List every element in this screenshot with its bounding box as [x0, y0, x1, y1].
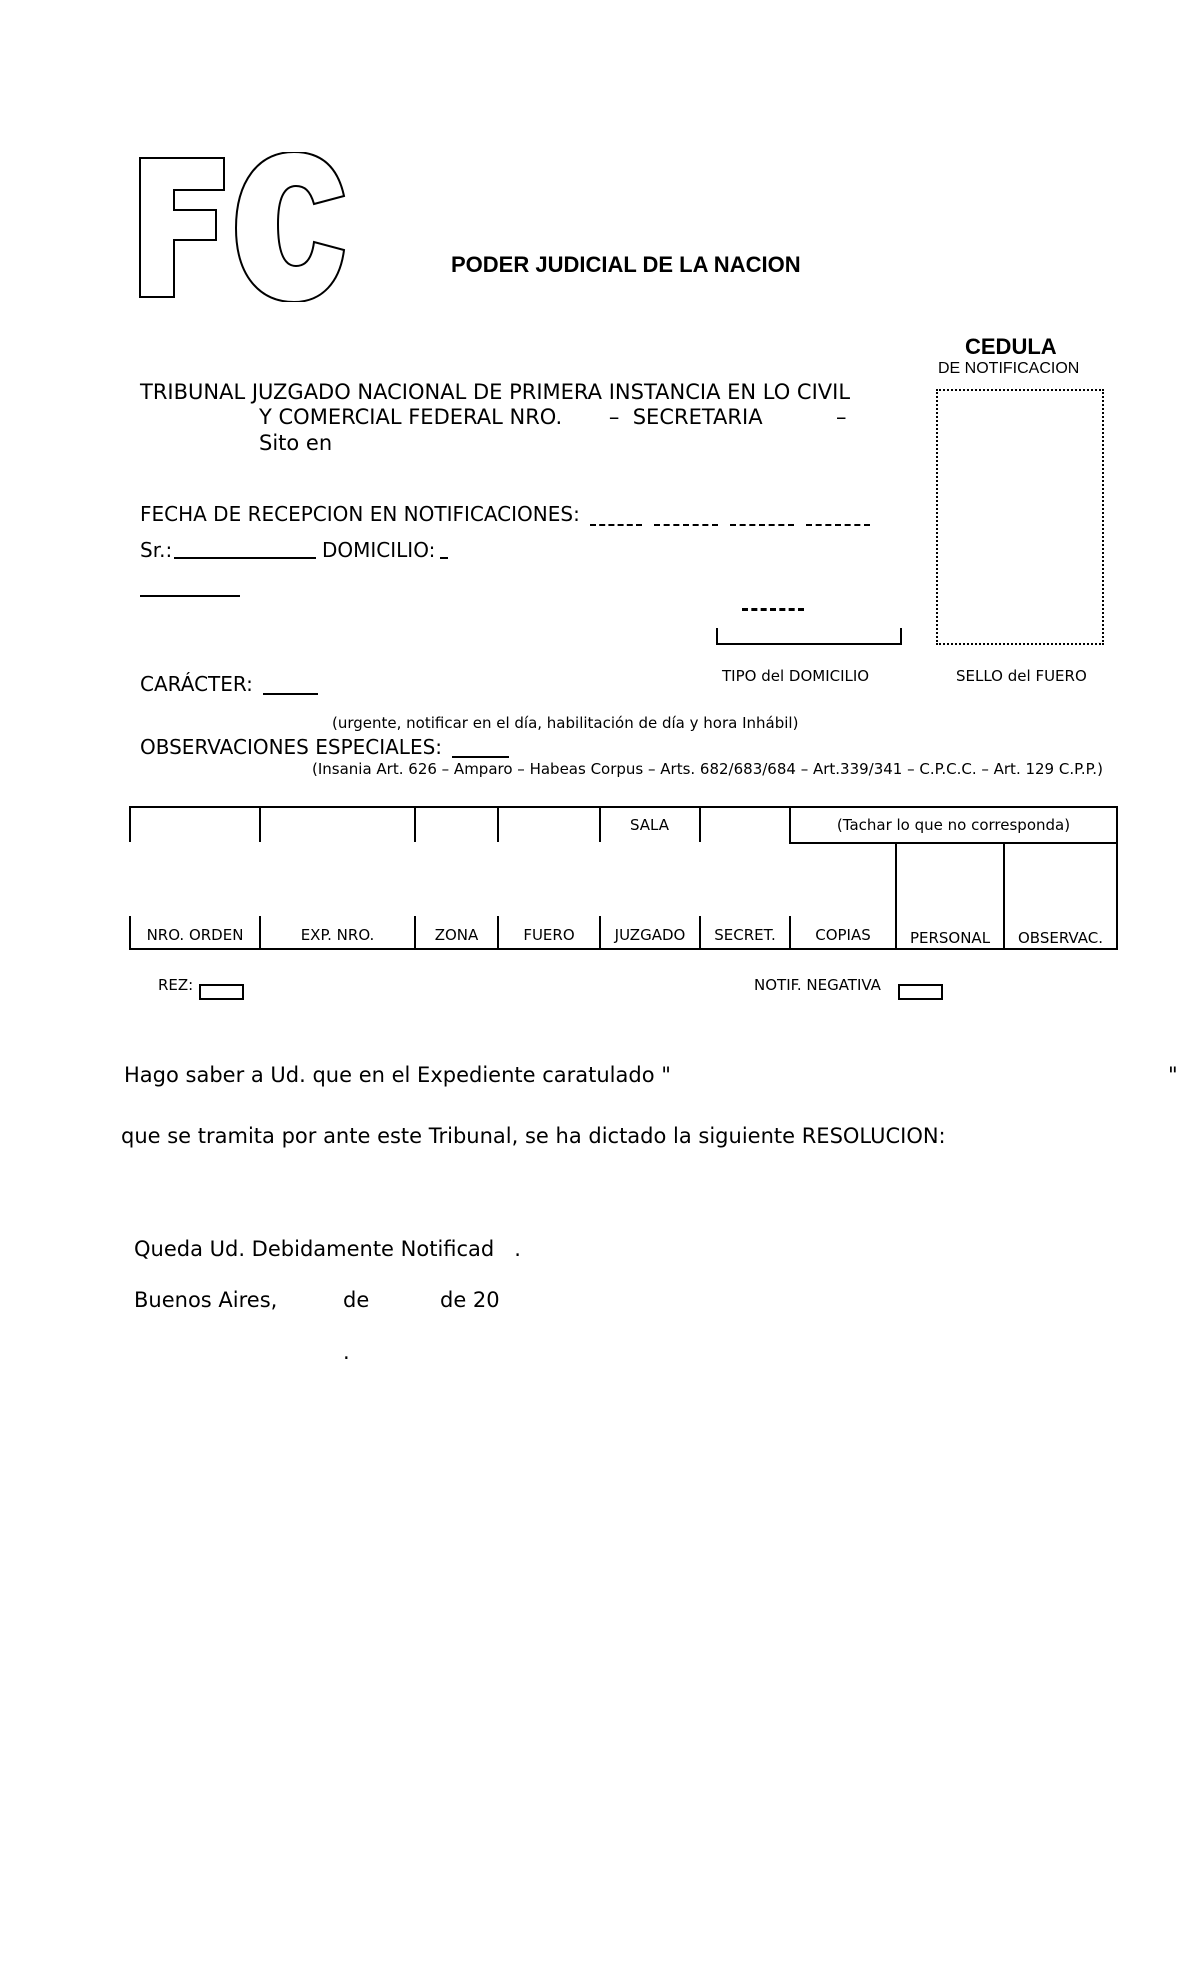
- closing-quote: ": [1168, 1063, 1178, 1087]
- col-zona: ZONA: [434, 926, 479, 944]
- fecha-blanks[interactable]: [590, 508, 880, 524]
- observaciones-label: OBSERVACIONES ESPECIALES:: [140, 735, 443, 759]
- urgente-note: (urgente, notificar en el día, habilitación de día y hora Inhábil): [332, 714, 799, 732]
- tachar-note: (Tachar lo que no corresponda): [836, 816, 1071, 834]
- de-20-text: de 20: [440, 1288, 500, 1312]
- sr-label: Sr.:: [140, 538, 173, 562]
- col-juzgado: JUZGADO: [614, 926, 686, 944]
- sello-fuero-label: SELLO del FUERO: [956, 667, 1087, 685]
- domicilio-field[interactable]: [440, 557, 448, 559]
- col-copias: COPIAS: [815, 926, 871, 944]
- page-title: PODER JUDICIAL DE LA NACION: [451, 252, 801, 277]
- de-text-1: de: [343, 1288, 370, 1312]
- queda-notificado-text: Queda Ud. Debidamente Notificad .: [134, 1237, 521, 1261]
- domicilio-label: DOMICILIO:: [322, 538, 436, 562]
- tribunal-line-2: Y COMERCIAL FEDERAL NRO. – SECRETARIA –: [259, 405, 847, 429]
- col-secret: SECRET.: [714, 926, 776, 944]
- rez-checkbox[interactable]: [199, 984, 244, 1000]
- rez-label: REZ:: [158, 976, 194, 994]
- insania-note: (Insania Art. 626 – Amparo – Habeas Corpus – Arts. 682/683/684 – Art.339/341 – C.P.C.C. – Art. 129 C.P.P.): [312, 760, 1103, 778]
- caracter-label: CARÁCTER:: [140, 672, 253, 696]
- domicilio-field-continued[interactable]: [140, 595, 240, 597]
- cedula-subtitle: DE NOTIFICACION: [938, 360, 1080, 377]
- tipo-domicilio-label: TIPO del DOMICILIO: [722, 667, 870, 685]
- notif-negativa-checkbox[interactable]: [898, 984, 943, 1000]
- fc-logo: [138, 152, 348, 302]
- tribunal-line-1: TRIBUNAL JUZGADO NACIONAL DE PRIMERA INSTANCIA EN LO CIVIL: [140, 380, 851, 404]
- col-nro-orden: NRO. ORDEN: [146, 926, 244, 944]
- col-personal: PERSONAL: [909, 929, 991, 947]
- observaciones-field[interactable]: [452, 756, 509, 758]
- sr-field[interactable]: [174, 557, 316, 559]
- tramita-text: que se tramita por ante este Tribunal, se ha dictado la siguiente RESOLUCION:: [121, 1124, 946, 1148]
- cedula-title: CEDULA: [965, 334, 1057, 359]
- hago-saber-text: Hago saber a Ud. que en el Expediente caratulado ": [124, 1063, 671, 1087]
- sello-box: [936, 389, 1104, 645]
- buenos-aires-text: Buenos Aires,: [134, 1288, 278, 1312]
- notif-negativa-label: NOTIF. NEGATIVA: [754, 976, 881, 994]
- sala-label: SALA: [629, 816, 670, 834]
- closing-dot: .: [343, 1340, 350, 1364]
- fecha-label: FECHA DE RECEPCION EN NOTIFICACIONES:: [140, 502, 580, 526]
- col-fuero: FUERO: [523, 926, 575, 944]
- tipo-domicilio-field[interactable]: [716, 643, 902, 645]
- col-exp-nro: EXP. NRO.: [300, 926, 375, 944]
- tribunal-line-3: Sito en: [259, 431, 333, 455]
- tipo-bracket-left: [716, 628, 718, 644]
- col-observac: OBSERVAC.: [1018, 929, 1103, 947]
- tipo-bracket-right: [900, 628, 902, 644]
- tipo-domicilio-dash: [742, 608, 804, 611]
- caracter-field[interactable]: [263, 693, 318, 695]
